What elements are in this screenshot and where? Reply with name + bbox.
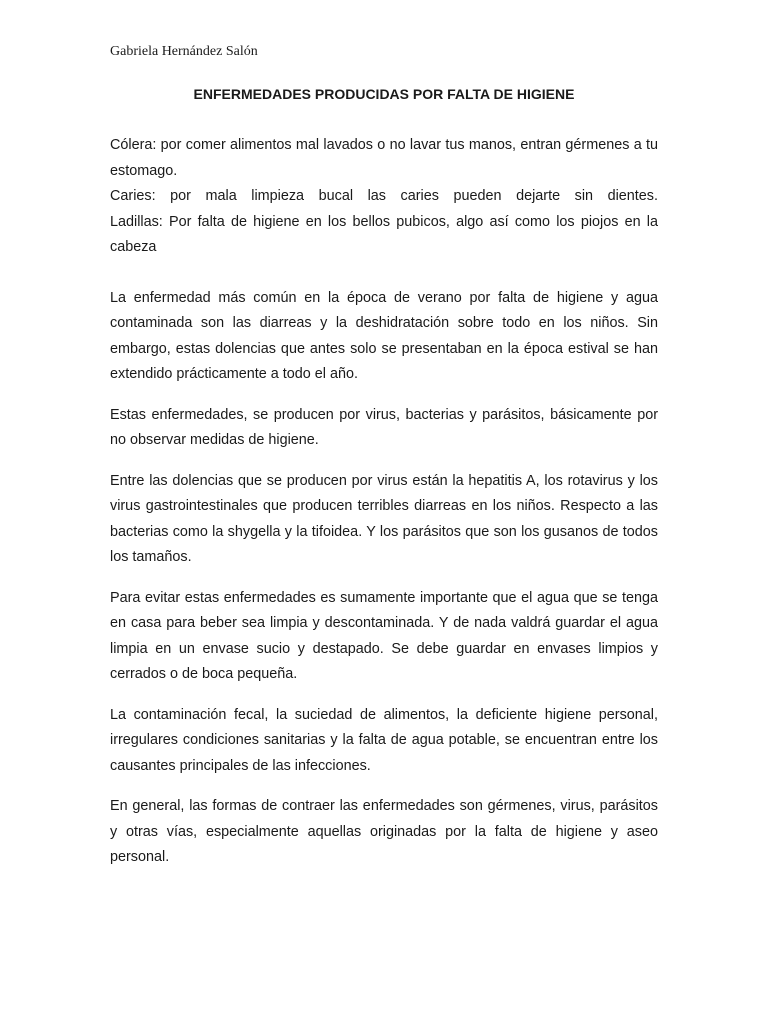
author-name: Gabriela Hernández Salón bbox=[110, 44, 258, 59]
paragraph: Para evitar estas enfermedades es sumamente importante que el agua que se tenga en casa para beber sea limpia y descontaminada. Y de nada valdrá guardar el agua limpia en un envase sucio y destapado. Se debe guardar en envases limpios y cerrados o de boca pequeña. bbox=[110, 589, 658, 682]
paragraph: Entre las dolencias que se producen por virus están la hepatitis A, los rotavirus y los virus gastrointestinales que producen terribles diarreas en los niños. Respecto a las bacterias como la shygella y la tifoidea. Y los parásitos que son los gusanos de todos los tamaños. bbox=[110, 472, 658, 565]
paragraph: Estas enfermedades, se producen por virus, bacterias y parásitos, básicamente por no observar medidas de higiene. bbox=[110, 406, 658, 448]
document-title: ENFERMEDADES PRODUCIDAS POR FALTA DE HIGIENE bbox=[193, 86, 575, 102]
intro-line-caries: Caries: por mala limpieza bucal las caries pueden dejarte sin dientes. bbox=[110, 188, 658, 204]
paragraph: La contaminación fecal, la suciedad de alimentos, la deficiente higiene personal, irregulares condiciones sanitarias y la falta de agua potable, se encuentran entre los causantes principales de las infecciones. bbox=[110, 706, 658, 774]
paragraph: La enfermedad más común en la época de verano por falta de higiene y agua contaminada son las diarreas y la deshidratación sobre todo en los niños. Sin embargo, estas dolencias que antes solo se presentaban en la época estival se han extendido prácticamente a todo el año. bbox=[110, 289, 658, 382]
intro-line-colera: Cólera: por comer alimentos mal lavados o no lavar tus manos, entran gérmenes a tu estomago. bbox=[110, 137, 658, 179]
intro-paragraph bbox=[110, 133, 658, 261]
document-body bbox=[110, 133, 658, 871]
paragraph: En general, las formas de contraer las enfermedades son gérmenes, virus, parásitos y otras vías, especialmente aquellas originadas por la falta de higiene y aseo personal. bbox=[110, 798, 658, 865]
intro-line-ladillas: Ladillas: Por falta de higiene en los bellos pubicos, algo así como los piojos en la cabeza bbox=[110, 213, 658, 255]
